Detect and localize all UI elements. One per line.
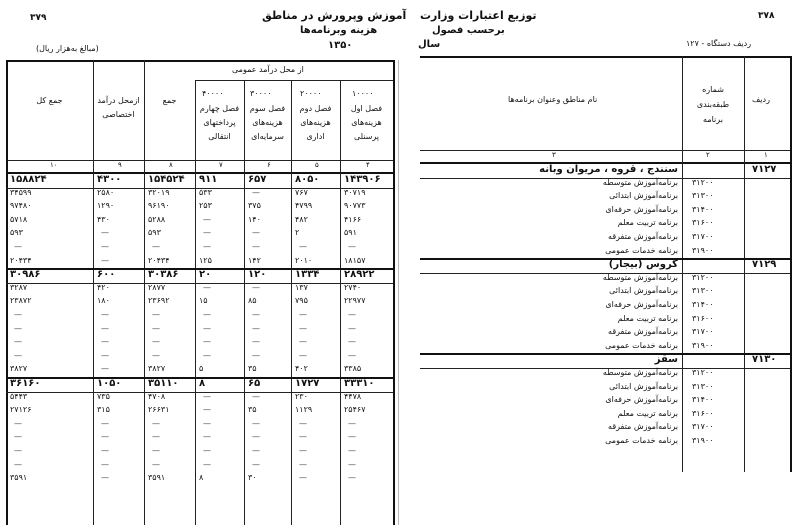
table-cell: ۱۸۰ xyxy=(97,296,110,306)
right-top-rule xyxy=(420,56,790,58)
table-cell: ۴۱۶۶ xyxy=(344,214,362,224)
cell-dash: — xyxy=(203,337,211,347)
table-cell: ۱۲۹۰ xyxy=(97,201,115,211)
program-code: ۳۱۹۰۰ xyxy=(692,245,714,255)
program-code: ۳۱۷۰۰ xyxy=(692,327,714,337)
table-cell: ۲۸۹۲۲ xyxy=(344,269,375,281)
program-name: برنامه خدمات عمومی xyxy=(605,245,678,255)
table-cell: ۲۳۸۷۲ xyxy=(10,296,32,306)
cell-dash: — xyxy=(299,418,307,428)
cell-dash: — xyxy=(14,459,22,469)
col-header-name: فصل سوم هزینه‌های سرمایه‌ای xyxy=(249,104,286,141)
col-code: ۲۰۰۰۰ xyxy=(300,89,322,98)
col-header-name: فصل اول هزینه‌های پرسنلی xyxy=(350,104,383,141)
cell-dash: — xyxy=(101,364,109,374)
col-rule-1 xyxy=(93,60,94,525)
col-number: ۵ xyxy=(315,161,319,169)
col-number: ۹ xyxy=(118,161,122,169)
page-seam xyxy=(398,60,399,525)
cell-dash: — xyxy=(152,459,160,469)
cell-dash: — xyxy=(299,310,307,319)
cell-dash: — xyxy=(348,418,356,428)
program-code: ۳۱۷۰۰ xyxy=(692,422,714,432)
cell-dash: — xyxy=(203,418,211,428)
table-top-rule xyxy=(6,60,393,62)
program-code: ۳۱۴۰۰ xyxy=(692,204,714,214)
program-name: برنامه‌آموزش ابتدائی xyxy=(609,191,678,201)
cell-dash: — xyxy=(348,337,356,347)
table-cell: ۱۴۳۹۰۶ xyxy=(344,174,381,185)
program-name: برنامه‌آموزش متفرقه xyxy=(608,422,678,432)
left-page-number: ۳۷۹ xyxy=(30,13,47,23)
cell-dash: — xyxy=(203,350,211,360)
table-cell: ۳۶۱۶۰ xyxy=(10,378,41,389)
cell-dash: — xyxy=(101,228,109,238)
col-code: ۱۰۰۰۰ xyxy=(352,89,374,98)
cell-dash: — xyxy=(101,310,109,319)
cell-dash: — xyxy=(252,282,260,292)
right-title-line2: برحسب فصول xyxy=(432,25,505,36)
col-rule-6 xyxy=(340,80,341,525)
cell-dash: — xyxy=(299,323,307,333)
program-code: ۳۱۳۰۰ xyxy=(692,191,714,201)
cell-dash: — xyxy=(101,350,109,360)
cell-dash: — xyxy=(252,459,260,469)
cell-dash: — xyxy=(203,310,211,319)
table-cell: ۵۲۸۸ xyxy=(148,214,166,224)
table-cell: ۲۸۷۷ xyxy=(148,282,166,292)
program-name: برنامه تربیت معلم xyxy=(617,313,678,323)
agency-row-label: ردیف دستگاه - ۱۲۷ xyxy=(686,39,752,48)
program-code: ۳۱۶۰۰ xyxy=(692,218,714,228)
radif-rule xyxy=(744,56,745,472)
col-number: ۴ xyxy=(366,161,370,169)
cell-dash: — xyxy=(252,337,260,347)
col-rule-5 xyxy=(291,80,292,525)
class-rule xyxy=(682,56,683,472)
right-num-rule xyxy=(420,150,790,151)
table-cell: ۲۷۴۰ xyxy=(344,282,362,292)
cell-dash: — xyxy=(101,337,109,347)
table-cell: ۱۸۱۵۷ xyxy=(344,255,366,265)
group-rule xyxy=(195,80,393,81)
table-cell: ۳۲۰۱۹ xyxy=(148,187,170,197)
cell-dash: — xyxy=(152,432,160,442)
cell-dash: — xyxy=(152,446,160,455)
cell-dash: — xyxy=(203,323,211,333)
region-id: ۷۱۲۷ xyxy=(752,164,777,175)
program-code: ۳۱۶۰۰ xyxy=(692,408,714,418)
cell-dash: — xyxy=(252,432,260,442)
table-cell: ۲۶۶۳۱ xyxy=(148,405,170,415)
program-name: برنامه تربیت معلم xyxy=(617,408,678,418)
header-group-label: از محل درآمد عمومی xyxy=(232,65,304,74)
col-rule-7 xyxy=(393,60,395,525)
table-cell: ۵۴۴۳ xyxy=(10,391,28,401)
col-header-name: جمع کل xyxy=(36,96,63,105)
cell-dash: — xyxy=(348,432,356,442)
col-rule-3 xyxy=(195,80,196,525)
table-cell: ۵۹۳ xyxy=(148,228,161,238)
cell-dash: — xyxy=(252,350,260,360)
table-cell: ۴۷۰۸ xyxy=(148,391,166,401)
table-cell: ۳۰۹۸۶ xyxy=(10,269,41,281)
table-cell: ۱۷۲۷ xyxy=(295,378,320,389)
table-cell: ۲۵۳ xyxy=(199,201,212,211)
table-cell: ۲۳۰ xyxy=(295,391,308,401)
cell-dash: — xyxy=(14,432,22,442)
table-cell: ۴۴۷۸ xyxy=(344,391,362,401)
section-under-rule xyxy=(6,392,393,393)
cell-dash: — xyxy=(14,418,22,428)
col-num-1: ۱ xyxy=(764,151,768,159)
program-name: برنامه‌آموزش متوسطه xyxy=(602,177,678,187)
cell-dash: — xyxy=(203,228,211,238)
table-cell: ۶۵ xyxy=(248,378,261,389)
table-cell: ۱۰۵۰ xyxy=(97,378,122,389)
col-code: ۳۰۰۰۰ xyxy=(250,89,272,98)
table-cell: ۹۰۷۷۳ xyxy=(344,201,366,211)
cell-dash: — xyxy=(101,242,109,251)
program-code: ۳۱۹۰۰ xyxy=(692,436,714,445)
program-name: برنامه‌آموزش حرفه‌ای xyxy=(605,300,678,309)
cell-dash: — xyxy=(203,282,211,292)
table-cell: ۳۵ xyxy=(248,364,257,374)
table-cell: ۱۳۳۴ xyxy=(295,269,320,281)
table-cell: ۵ xyxy=(199,364,204,374)
program-code: ۳۱۴۰۰ xyxy=(692,300,714,309)
table-cell: ۲۵۴۶۷ xyxy=(344,405,366,415)
cell-dash: — xyxy=(299,446,307,455)
cell-dash: — xyxy=(14,350,22,360)
cell-dash: — xyxy=(14,337,22,347)
table-cell: ۴۳۰۰ xyxy=(97,174,122,185)
region-id: ۷۱۲۹ xyxy=(752,259,777,271)
table-cell: ۵۹۳ xyxy=(10,228,23,238)
program-name: برنامه خدمات عمومی xyxy=(605,436,678,445)
table-cell: ۳۳۳۱۰ xyxy=(344,378,375,389)
program-name: برنامه‌آموزش متوسطه xyxy=(602,368,678,377)
program-code: ۳۱۳۰۰ xyxy=(692,286,714,296)
cell-dash: — xyxy=(14,446,22,455)
table-cell: ۱۵۸۸۲۴ xyxy=(10,174,47,185)
region-name: سنندج ، قروه ، مریوان وبانه xyxy=(539,164,678,175)
cell-dash: — xyxy=(252,187,260,197)
table-cell: ۴۲۰ xyxy=(97,282,110,292)
cell-dash: — xyxy=(152,310,160,319)
cell-dash: — xyxy=(252,391,260,401)
table-cell: ۴۳۰ xyxy=(97,214,110,224)
left-title-line1: آموزش وپرورش در مناطق xyxy=(262,9,407,22)
right-title-line1: توزیع اعتبارات وزارت xyxy=(420,9,537,22)
table-cell: ۱۵ xyxy=(199,296,208,306)
table-cell: ۳۱۵ xyxy=(97,405,110,415)
cell-dash: — xyxy=(101,432,109,442)
table-cell: ۴۸۲ xyxy=(295,214,308,224)
region-name: سقز xyxy=(654,354,678,366)
cell-dash: — xyxy=(101,323,109,333)
table-cell: ۳۳۸۵ xyxy=(344,364,362,374)
cell-dash: — xyxy=(348,242,356,251)
cell-dash: — xyxy=(348,473,356,483)
cell-dash: — xyxy=(101,473,109,483)
cell-dash: — xyxy=(203,446,211,455)
cell-dash: — xyxy=(348,446,356,455)
cell-dash: — xyxy=(299,432,307,442)
program-code: ۳۱۶۰۰ xyxy=(692,313,714,323)
table-cell: ۷۳۵ xyxy=(97,391,110,401)
cell-dash: — xyxy=(152,337,160,347)
table-cell: ۲۳۶۹۲ xyxy=(148,296,170,306)
program-name: برنامه خدمات عمومی xyxy=(605,340,678,350)
table-cell: ۴۷۹۹ xyxy=(295,201,313,211)
table-cell: ۱۳۷ xyxy=(295,282,308,292)
table-cell: ۲۲۹۷۷ xyxy=(344,296,366,306)
cell-dash: — xyxy=(14,310,22,319)
cell-dash: — xyxy=(152,242,160,251)
program-name: برنامه‌آموزش ابتدائی xyxy=(609,286,678,296)
program-code: ۳۱۲۰۰ xyxy=(692,368,714,377)
table-cell: ۸ xyxy=(199,473,204,483)
cell-dash: — xyxy=(252,242,260,251)
left-units-note: (مبالغ به‌هزار ریال) xyxy=(36,44,99,53)
table-cell: ۱۴۰ xyxy=(248,214,261,224)
program-name: برنامه‌آموزش حرفه‌ای xyxy=(605,204,678,214)
col-number: ۷ xyxy=(219,161,223,169)
cell-dash: — xyxy=(252,323,260,333)
cell-dash: — xyxy=(252,310,260,319)
left-title-line2: هزینه وبرنامه‌ها xyxy=(300,25,378,36)
cell-dash: — xyxy=(252,446,260,455)
col-header-name: فصل چهارم پرداختهای انتقالی xyxy=(199,104,240,141)
header-radif: ردیف xyxy=(752,95,770,104)
right-edge xyxy=(790,56,792,472)
cell-dash: — xyxy=(203,459,211,469)
table-cell: ۸۵ xyxy=(248,296,257,306)
table-cell: ۱۵۴۵۲۴ xyxy=(148,174,185,185)
program-name: برنامه‌آموزش متوسطه xyxy=(602,272,678,282)
left-year: ۱۳۵۰ xyxy=(328,40,353,51)
program-code: ۳۱۲۰۰ xyxy=(692,272,714,282)
table-cell: ۵۷۱۸ xyxy=(10,214,28,224)
program-name: برنامه‌آموزش حرفه‌ای xyxy=(605,395,678,405)
program-name: برنامه‌آموزش ابتدائی xyxy=(609,381,678,391)
col-code: ۴۰۰۰۰ xyxy=(202,89,224,98)
cell-dash: — xyxy=(152,350,160,360)
table-cell: ۳۵ xyxy=(248,405,257,415)
col-rule-4 xyxy=(244,80,245,525)
region-rule xyxy=(420,258,790,260)
cell-dash: — xyxy=(348,350,356,360)
table-cell: ۳۰۷۱۹ xyxy=(344,187,366,197)
table-cell: ۳۷۵ xyxy=(248,201,261,211)
table-cell: ۳۸۲۷ xyxy=(10,364,28,374)
col-header-name: ازمحل درآمد اختصاصی xyxy=(97,96,140,119)
table-cell: ۳۰ xyxy=(248,473,257,483)
program-code: ۳۱۴۰۰ xyxy=(692,395,714,405)
cell-dash: — xyxy=(203,405,211,415)
table-cell: ۱۲۰ xyxy=(248,269,267,281)
table-cell: ۲۰ xyxy=(199,269,212,281)
right-page-number: ۳۷۸ xyxy=(758,11,775,21)
cell-dash: — xyxy=(14,323,22,333)
program-code: ۳۱۹۰۰ xyxy=(692,340,714,350)
header-name: نام مناطق وعنوان برنامه‌ها xyxy=(508,95,598,104)
region-rule xyxy=(420,353,790,355)
cell-dash: — xyxy=(101,459,109,469)
cell-dash: — xyxy=(203,242,211,251)
header-class: شماره طبقه‌بندی برنامه xyxy=(696,85,730,124)
col-header-name: جمع xyxy=(162,96,177,105)
cell-dash: — xyxy=(152,323,160,333)
table-cell: ۳۵۱۱۰ xyxy=(148,378,179,389)
col-rule-2 xyxy=(144,60,145,525)
program-code: ۳۱۲۰۰ xyxy=(692,177,714,187)
table-cell: ۱۲۵ xyxy=(199,255,212,265)
table-cell: ۸۰۵۰ xyxy=(295,174,320,185)
table-cell: ۹۱۱ xyxy=(199,174,218,185)
table-cell: ۶۵۷ xyxy=(248,174,267,185)
program-name: برنامه‌آموزش متفرقه xyxy=(608,327,678,337)
table-cell: ۳۰۳۸۶ xyxy=(148,269,179,281)
col-number: ۸ xyxy=(169,161,173,169)
table-cell: ۹۷۴۸۰ xyxy=(10,201,32,211)
right-title-line3: سال xyxy=(418,39,441,50)
cell-dash: — xyxy=(348,323,356,333)
cell-dash: — xyxy=(348,310,356,319)
table-cell: ۲ xyxy=(295,228,300,238)
table-cell: ۸ xyxy=(199,378,206,389)
col-num-2: ۲ xyxy=(706,151,710,159)
col-number-rule xyxy=(6,160,393,161)
cell-dash: — xyxy=(348,459,356,469)
cell-dash: — xyxy=(203,391,211,401)
table-cell: ۶۰۰ xyxy=(97,269,116,281)
table-cell: ۳۵۹۱ xyxy=(148,473,166,483)
table-cell: ۲۵۸۰ xyxy=(97,187,115,197)
cell-dash: — xyxy=(203,214,211,224)
cell-dash: — xyxy=(299,242,307,251)
cell-dash: — xyxy=(14,242,22,251)
table-cell: ۱۴۲ xyxy=(248,255,261,265)
program-name: برنامه تربیت معلم xyxy=(617,218,678,228)
program-name: برنامه‌آموزش متفرقه xyxy=(608,232,678,241)
region-name: گروس (بیجار) xyxy=(608,259,678,271)
cell-dash: — xyxy=(101,446,109,455)
table-cell: ۳۴۵۹۹ xyxy=(10,187,32,197)
region-id: ۷۱۳۰ xyxy=(752,354,777,366)
cell-dash: — xyxy=(101,255,109,265)
table-cell: ۲۰۱۰ xyxy=(295,255,313,265)
cell-dash: — xyxy=(299,459,307,469)
cell-dash: — xyxy=(152,418,160,428)
table-cell: ۵۹۱ xyxy=(344,228,357,238)
table-cell: ۲۰۴۳۴ xyxy=(148,255,170,265)
table-cell: ۱۱۲۹ xyxy=(295,405,313,415)
cell-dash: — xyxy=(101,418,109,428)
col-rule-0 xyxy=(6,60,8,525)
cell-dash: — xyxy=(252,228,260,238)
cell-dash: — xyxy=(299,337,307,347)
table-cell: ۴۰۲ xyxy=(295,364,308,374)
table-cell: ۵۳۳ xyxy=(199,187,212,197)
program-code: ۳۱۳۰۰ xyxy=(692,381,714,391)
cell-dash: — xyxy=(299,473,307,483)
col-number: ۱۰ xyxy=(50,161,58,169)
col-header-name: فصل دوم هزینه‌های اداری xyxy=(299,104,332,141)
table-cell: ۷۹۵ xyxy=(295,296,308,306)
table-cell: ۷۶۷ xyxy=(295,187,308,197)
col-num-3: ۳ xyxy=(552,151,556,159)
cell-dash: — xyxy=(299,350,307,360)
table-cell: ۹۶۱۹۰ xyxy=(148,201,170,211)
table-cell: ۲۰۴۳۴ xyxy=(10,255,32,265)
cell-dash: — xyxy=(203,432,211,442)
col-number: ۶ xyxy=(267,161,271,169)
table-cell: ۲۷۱۲۶ xyxy=(10,405,32,415)
table-cell: ۳۵۹۱ xyxy=(10,473,28,483)
table-cell: ۳۸۲۷ xyxy=(148,364,166,374)
section-under-rule xyxy=(6,283,393,284)
table-cell: ۳۲۸۷ xyxy=(10,282,28,292)
program-code: ۳۱۷۰۰ xyxy=(692,232,714,241)
cell-dash: — xyxy=(252,418,260,428)
